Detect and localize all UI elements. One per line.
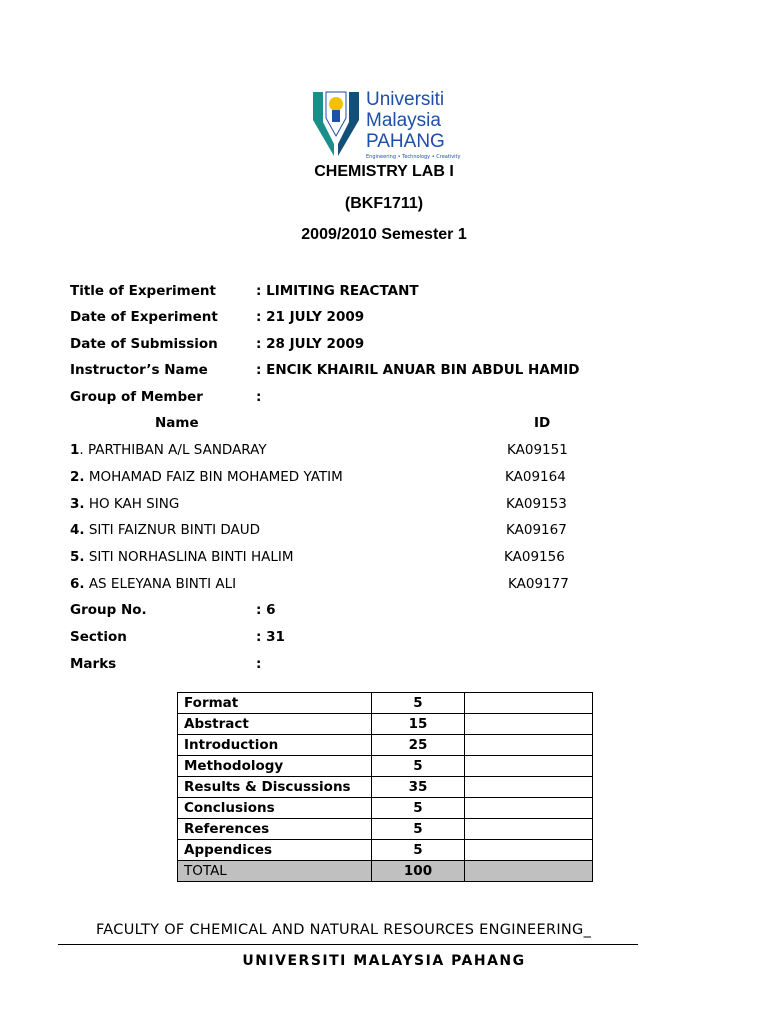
member-name: HO KAH SING bbox=[84, 496, 180, 512]
marks-item: Results & Discussions bbox=[178, 777, 372, 798]
logo-text-line3: PAHANG bbox=[366, 131, 445, 152]
marks-table bbox=[177, 692, 593, 882]
marks-score-cell bbox=[465, 819, 593, 840]
marks-score-cell bbox=[465, 777, 593, 798]
marks-max: 5 bbox=[372, 756, 465, 777]
group-info-value: : 31 bbox=[256, 629, 285, 645]
detail-value: : ENCIK KHAIRIL ANUAR BIN ABDUL HAMID bbox=[256, 362, 580, 378]
member-row bbox=[70, 440, 267, 460]
marks-max: 5 bbox=[372, 798, 465, 819]
marks-item: Introduction bbox=[178, 735, 372, 756]
member-row bbox=[70, 547, 293, 567]
marks-max: 15 bbox=[372, 714, 465, 735]
footer-divider bbox=[58, 944, 638, 945]
member-number: 5. bbox=[70, 549, 85, 565]
marks-item: Conclusions bbox=[178, 798, 372, 819]
table-row bbox=[178, 840, 593, 861]
member-row bbox=[70, 467, 343, 487]
table-row bbox=[178, 714, 593, 735]
table-row bbox=[178, 735, 593, 756]
member-row bbox=[70, 520, 260, 540]
group-info-value: : bbox=[256, 656, 262, 672]
course-title: CHEMISTRY LAB I bbox=[314, 163, 454, 180]
member-id: KA09177 bbox=[508, 576, 569, 592]
marks-item: TOTAL bbox=[178, 861, 372, 882]
marks-score-cell bbox=[465, 693, 593, 714]
detail-label: Instructor’s Name bbox=[70, 362, 208, 378]
marks-max: 100 bbox=[372, 861, 465, 882]
marks-item: References bbox=[178, 819, 372, 840]
total-row bbox=[178, 861, 593, 882]
detail-value: : 28 JULY 2009 bbox=[256, 336, 365, 352]
detail-label: Date of Submission bbox=[70, 336, 218, 352]
member-number: 1 bbox=[70, 442, 80, 458]
marks-item: Abstract bbox=[178, 714, 372, 735]
marks-score-cell bbox=[465, 798, 593, 819]
marks-max: 5 bbox=[372, 693, 465, 714]
members-id-header: ID bbox=[534, 415, 551, 431]
detail-value: : LIMITING REACTANT bbox=[256, 283, 419, 299]
group-info-label: Group No. bbox=[70, 602, 147, 618]
marks-max: 35 bbox=[372, 777, 465, 798]
members-name-header: Name bbox=[155, 415, 199, 431]
group-info-label: Section bbox=[70, 629, 127, 645]
group-info-label: Marks bbox=[70, 656, 117, 672]
faculty-name: FACULTY OF CHEMICAL AND NATURAL RESOURCES ENGINEERING_ bbox=[96, 922, 592, 938]
member-name: . PARTHIBAN A/L SANDARAY bbox=[79, 442, 267, 458]
marks-max: 5 bbox=[372, 840, 465, 861]
marks-item: Appendices bbox=[178, 840, 372, 861]
table-row bbox=[178, 777, 593, 798]
group-info-value: : 6 bbox=[256, 602, 276, 618]
table-row bbox=[178, 819, 593, 840]
member-number: 6. bbox=[70, 576, 85, 592]
detail-label: Date of Experiment bbox=[70, 309, 218, 325]
table-row bbox=[178, 798, 593, 819]
semester-title: 2009/2010 Semester 1 bbox=[301, 226, 467, 243]
member-number: 2. bbox=[70, 469, 85, 485]
detail-label: Group of Member bbox=[70, 389, 203, 405]
member-number: 3. bbox=[70, 496, 85, 512]
member-name: SITI FAIZNUR BINTI DAUD bbox=[84, 522, 261, 538]
detail-value: : 21 JULY 2009 bbox=[256, 309, 365, 325]
marks-score-cell bbox=[465, 735, 593, 756]
member-id: KA09164 bbox=[505, 469, 566, 485]
member-name: MOHAMAD FAIZ BIN MOHAMED YATIM bbox=[84, 469, 343, 485]
logo-text-line1: Universiti bbox=[366, 89, 445, 110]
logo-text-line2: Malaysia bbox=[366, 110, 441, 131]
course-code: (BKF1711) bbox=[344, 195, 424, 212]
member-number: 4. bbox=[70, 522, 85, 538]
university-name: UNIVERSITI MALAYSIA PAHANG bbox=[242, 953, 526, 969]
member-id: KA09167 bbox=[506, 522, 567, 538]
marks-item: Methodology bbox=[178, 756, 372, 777]
marks-score-cell bbox=[465, 714, 593, 735]
detail-label: Title of Experiment bbox=[70, 283, 216, 299]
member-id: KA09151 bbox=[507, 442, 568, 458]
member-row bbox=[70, 494, 179, 514]
table-row bbox=[178, 693, 593, 714]
shield-emblem-icon bbox=[310, 86, 362, 158]
university-logo bbox=[310, 86, 470, 158]
member-id: KA09156 bbox=[504, 549, 565, 565]
member-name: AS ELEYANA BINTI ALI bbox=[84, 576, 237, 592]
marks-max: 25 bbox=[372, 735, 465, 756]
marks-score-cell bbox=[465, 861, 593, 882]
detail-value: : bbox=[256, 389, 262, 405]
table-row bbox=[178, 756, 593, 777]
logo-tagline: Engineering • Technology • Creativity bbox=[366, 154, 461, 160]
member-row bbox=[70, 574, 236, 594]
marks-item: Format bbox=[178, 693, 372, 714]
member-id: KA09153 bbox=[506, 496, 567, 512]
marks-max: 5 bbox=[372, 819, 465, 840]
member-name: SITI NORHASLINA BINTI HALIM bbox=[84, 549, 294, 565]
marks-score-cell bbox=[465, 840, 593, 861]
marks-score-cell bbox=[465, 756, 593, 777]
